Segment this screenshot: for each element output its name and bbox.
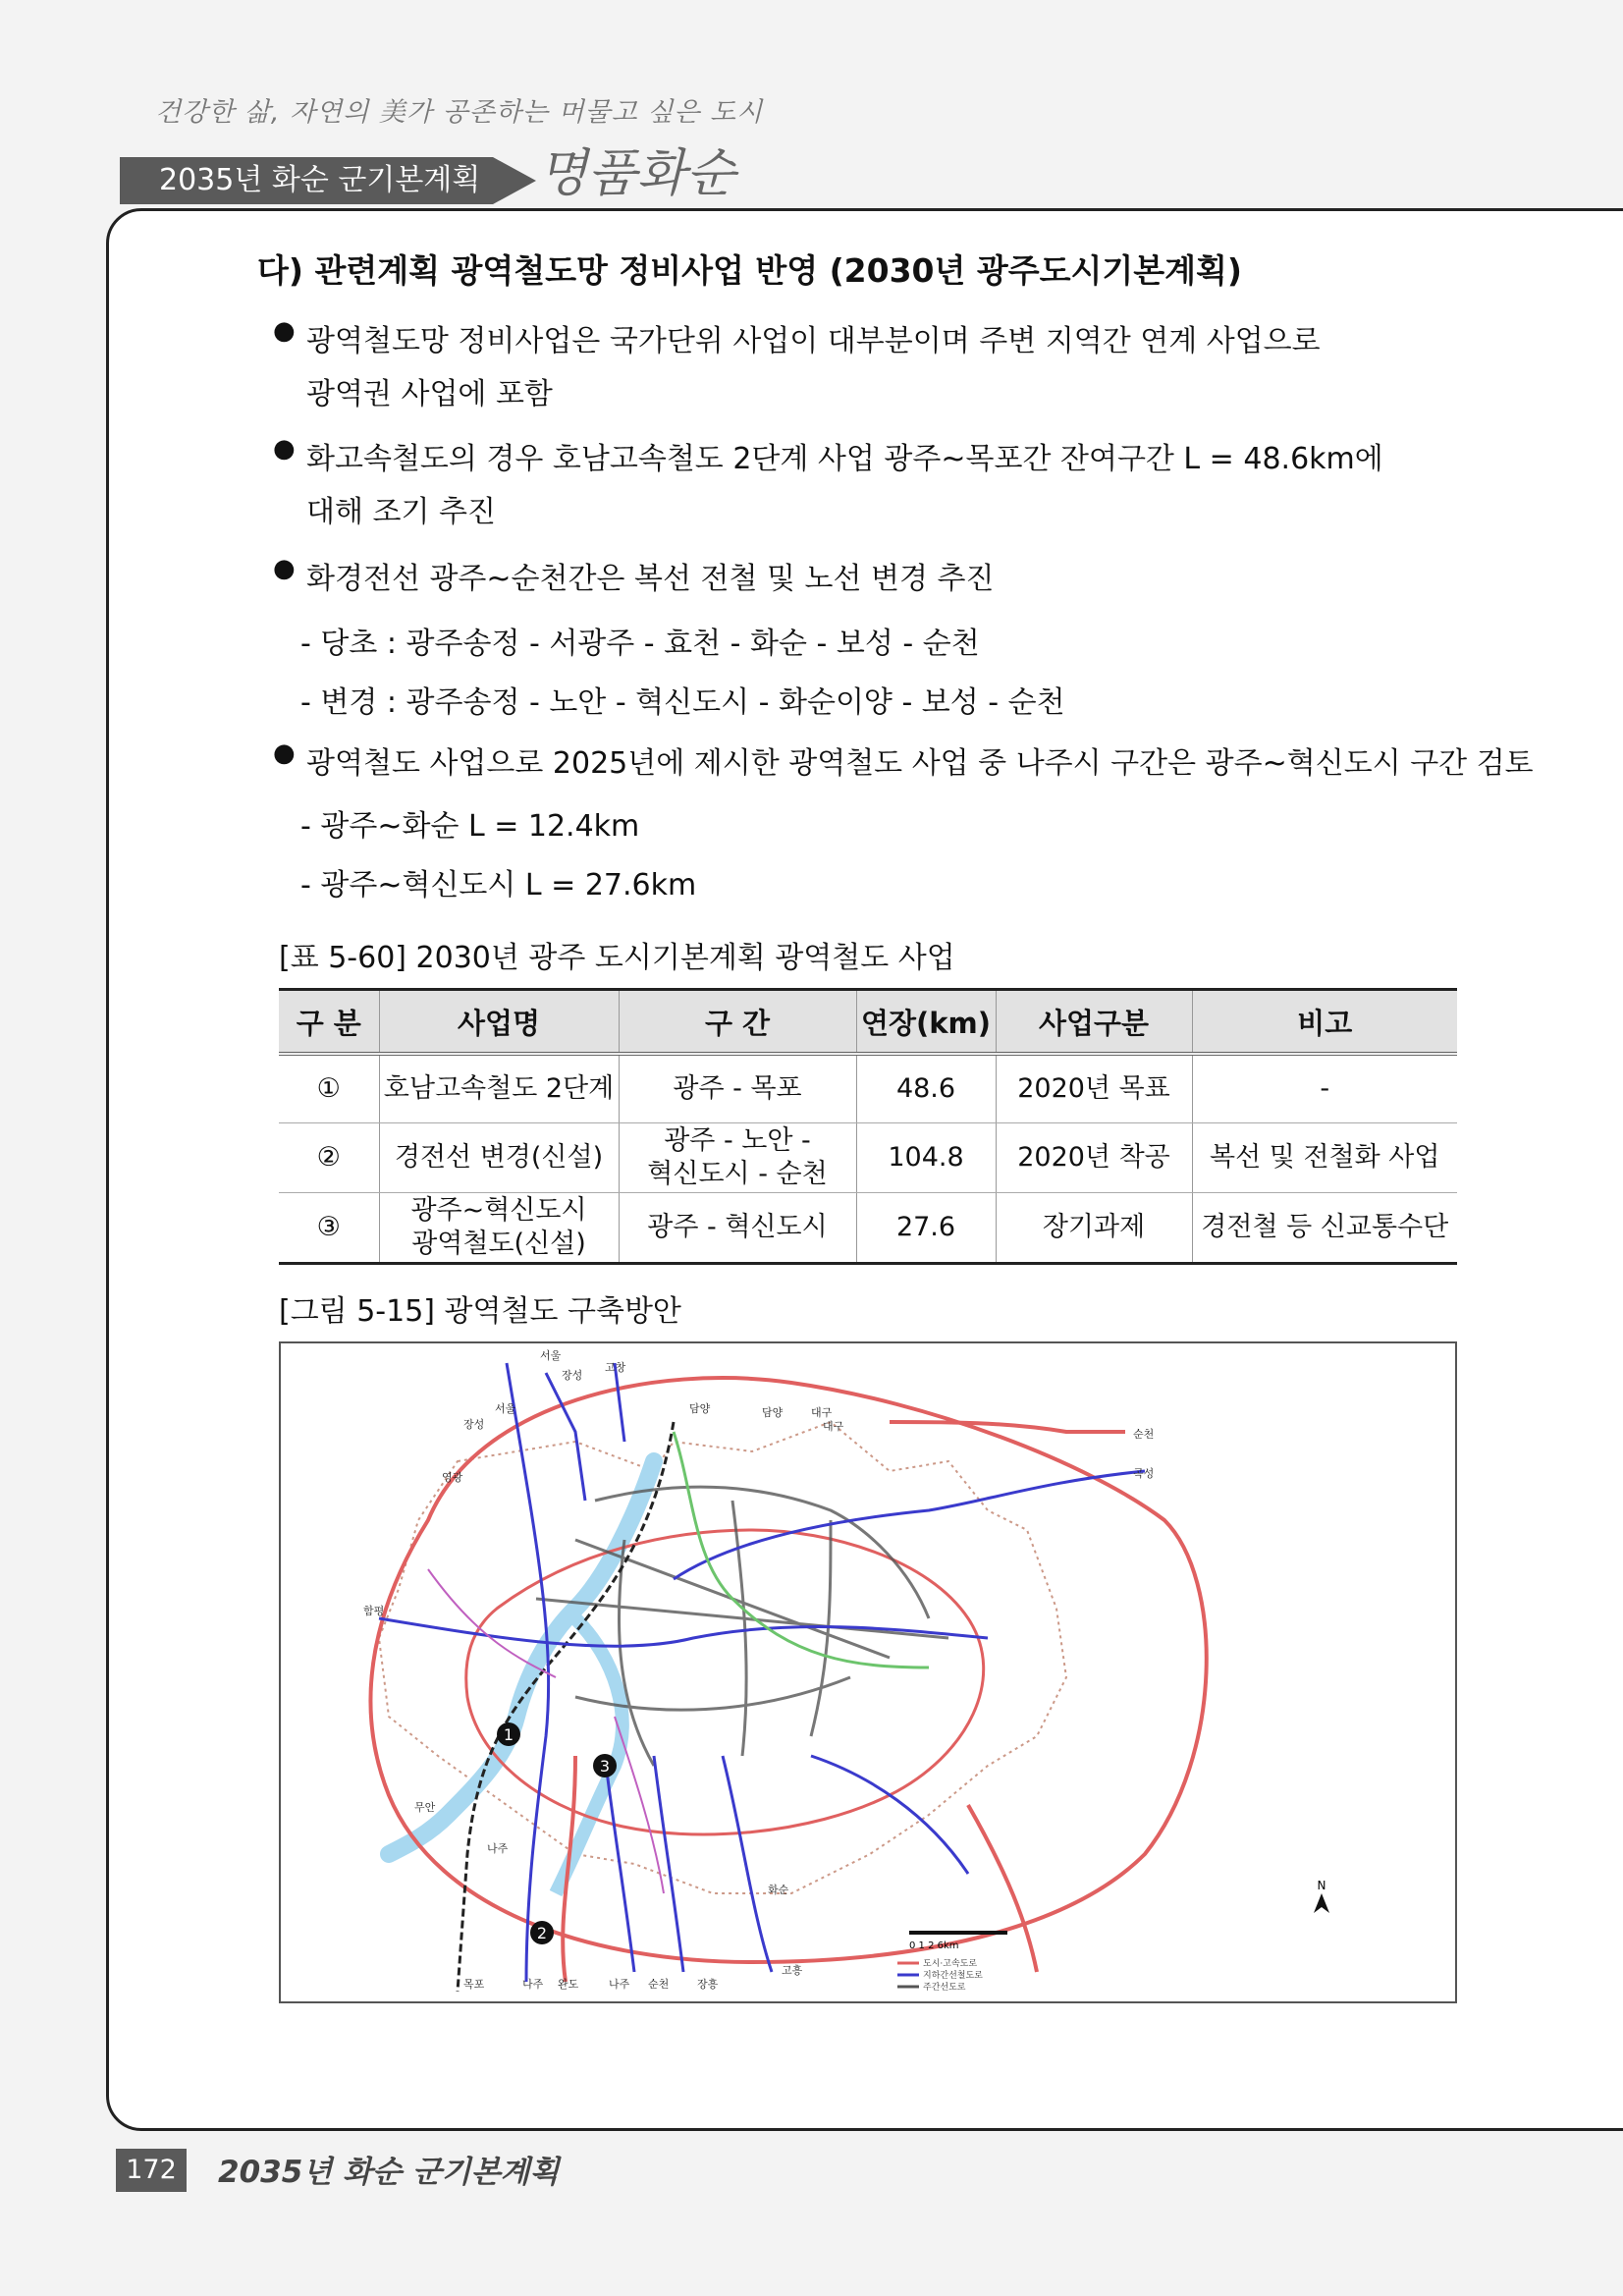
table-header: 사업구분 (996, 990, 1192, 1055)
cell-no: ② (279, 1123, 379, 1193)
svg-text:0 1 2 6km: 0 1 2 6km (909, 1941, 959, 1951)
district-boundary (379, 1422, 1066, 1893)
cell-type: 2020년 착공 (996, 1123, 1192, 1193)
map-label: 대구 (811, 1406, 833, 1419)
bullet-text: 광역철도 사업으로 2025년에 제시한 광역철도 사업 중 나주시 구간은 광주~혁신도시 구간 검토 (306, 746, 1534, 781)
rail-network-map (279, 1341, 1457, 2003)
cell-line: 혁신도시 - 순천 (647, 1159, 828, 1189)
rail-line-hwasun (811, 1756, 968, 1874)
map-label: 화순 (768, 1884, 789, 1896)
cell-type: 장기과제 (996, 1193, 1192, 1264)
svg-text:N: N (1317, 1879, 1326, 1892)
legend-item: 도시·고속도로 (923, 1959, 978, 1969)
cell-length: 48.6 (856, 1054, 996, 1123)
cell-length: 104.8 (856, 1123, 996, 1193)
table-row (279, 1054, 1457, 1123)
map-label: 나주 (487, 1842, 509, 1855)
map-label: 곡성 (1133, 1467, 1155, 1480)
marker-3 (593, 1754, 617, 1777)
map-label: 담양 (689, 1402, 711, 1415)
cell-no: ① (279, 1054, 379, 1123)
bullet-dot-icon: ● (273, 738, 296, 768)
map-legend (897, 1957, 983, 1993)
map-label: 장흥 (697, 1978, 719, 1991)
table-header: 구 분 (279, 990, 379, 1055)
table-row (279, 1123, 1457, 1193)
rail-line-north (546, 1373, 585, 1501)
svg-text:3: 3 (599, 1757, 611, 1776)
cell-type: 2020년 목표 (996, 1054, 1192, 1123)
footer-title: 2035년 화순 군기본계획 (218, 2155, 560, 2190)
map-label: 서울 (495, 1402, 516, 1415)
rail-line-gokseong (674, 1471, 1145, 1579)
table-caption: [표 5-60] 2030년 광주 도시기본계획 광역철도 사업 (279, 941, 955, 975)
doc-title-tab: 2035년 화순 군기본계획 (120, 157, 493, 204)
cell-note: - (1192, 1054, 1457, 1123)
bullet-text: 광역철도망 정비사업은 국가단위 사업이 대부분이며 주변 지역간 연계 사업으로 (306, 324, 1321, 358)
svg-text:1: 1 (503, 1725, 514, 1744)
map-label: 장성 (562, 1369, 583, 1382)
legend-item: 지하간선철도로 (923, 1971, 983, 1981)
cell-line: 광주 - 혁신도시 (647, 1212, 828, 1242)
city-logo: 명품화순 (538, 144, 735, 203)
cell-line: 광주 - 노안 - (664, 1125, 811, 1156)
map-label: 담양 (762, 1406, 784, 1419)
river (556, 1618, 622, 1893)
north-arrow-icon (1314, 1879, 1329, 1913)
map-label: 장성 (463, 1418, 485, 1431)
cell-name (379, 1123, 619, 1193)
cell-length: 27.6 (856, 1193, 996, 1264)
svg-text:2: 2 (536, 1924, 548, 1942)
legend-item: 주간선도로 (923, 1983, 966, 1993)
route-goheung (968, 1805, 1037, 1972)
doc-tab-tip (493, 157, 536, 204)
map-label: 서울 (540, 1349, 562, 1362)
route-original: - 당초 : 광주송정 - 서광주 - 효천 - 화순 - 보성 - 순천 (300, 627, 980, 661)
bullet-text: 화고속철도의 경우 호남고속철도 2단계 사업 광주~목포간 잔여구간 L = 48.6km에 (306, 442, 1383, 476)
marker-1 (497, 1722, 520, 1746)
route-changed: - 변경 : 광주송정 - 노안 - 혁신도시 - 화순이양 - 보성 - 순천 (300, 685, 1065, 720)
map-label: 완도 (558, 1978, 579, 1991)
map-label: 대구 (823, 1420, 844, 1433)
map-label: 순천 (1133, 1428, 1155, 1441)
cell-name (379, 1193, 619, 1264)
table-header: 비고 (1192, 990, 1457, 1055)
cell-section (619, 1054, 856, 1123)
map-label: 순천 (648, 1978, 670, 1991)
ring-road (370, 1378, 1206, 1962)
map-label: 고창 (605, 1361, 626, 1374)
map-svg (281, 1343, 1455, 2001)
cell-section (619, 1123, 856, 1193)
cell-line: 호남고속철도 2단계 (383, 1073, 615, 1104)
map-label: 무안 (414, 1801, 436, 1814)
rail-lines-south (605, 1756, 772, 1972)
cell-line: 광역철도(신설) (411, 1229, 586, 1259)
map-label: 목포 (463, 1978, 485, 1991)
page-number: 172 (116, 2149, 187, 2192)
map-label: 고흥 (782, 1964, 803, 1977)
cell-no: ③ (279, 1193, 379, 1264)
bullet-text: 대해 조기 추진 (306, 495, 496, 529)
figure-caption: [그림 5-15] 광역철도 구축방안 (279, 1294, 681, 1329)
table-row (279, 1193, 1457, 1264)
section-heading: 다) 관련계획 광역철도망 정비사업 반영 (2030년 광주도시기본계획) (257, 251, 1242, 290)
table-header: 구 간 (619, 990, 856, 1055)
cell-section (619, 1193, 856, 1264)
cell-note: 경전철 등 신교통수단 (1192, 1193, 1457, 1264)
marker-2 (530, 1921, 554, 1944)
cell-line: 광주~혁신도시 (410, 1195, 587, 1226)
map-label: 나주 (522, 1978, 544, 1991)
rail-project-table (279, 988, 1457, 1265)
cell-line: 광주 - 목포 (673, 1073, 802, 1104)
cell-name (379, 1054, 619, 1123)
map-label: 함평 (363, 1605, 385, 1617)
distance-item: - 광주~혁신도시 L = 27.6km (300, 868, 697, 902)
rail-line-north (615, 1363, 624, 1442)
route-suncheon (890, 1422, 1125, 1432)
slogan: 건강한 삶, 자연의 美가 공존하는 머물고 싶은 도시 (155, 97, 764, 128)
scale-bar (909, 1931, 1007, 1951)
map-label: 영광 (442, 1471, 463, 1484)
bullet-dot-icon: ● (273, 316, 296, 346)
table-header: 사업명 (379, 990, 619, 1055)
bullet-text: 화경전선 광주~순천간은 복선 전철 및 노선 변경 추진 (306, 562, 995, 596)
cell-line: 경전선 변경(신설) (394, 1142, 604, 1173)
table-header: 연장(km) (856, 990, 996, 1055)
bullet-dot-icon: ● (273, 434, 296, 464)
cell-note: 복선 및 전철화 사업 (1192, 1123, 1457, 1193)
bullet-text: 광역권 사업에 포함 (306, 377, 553, 411)
map-label: 나주 (609, 1978, 630, 1991)
distance-item: - 광주~화순 L = 12.4km (300, 809, 640, 844)
bullet-dot-icon: ● (273, 554, 296, 583)
